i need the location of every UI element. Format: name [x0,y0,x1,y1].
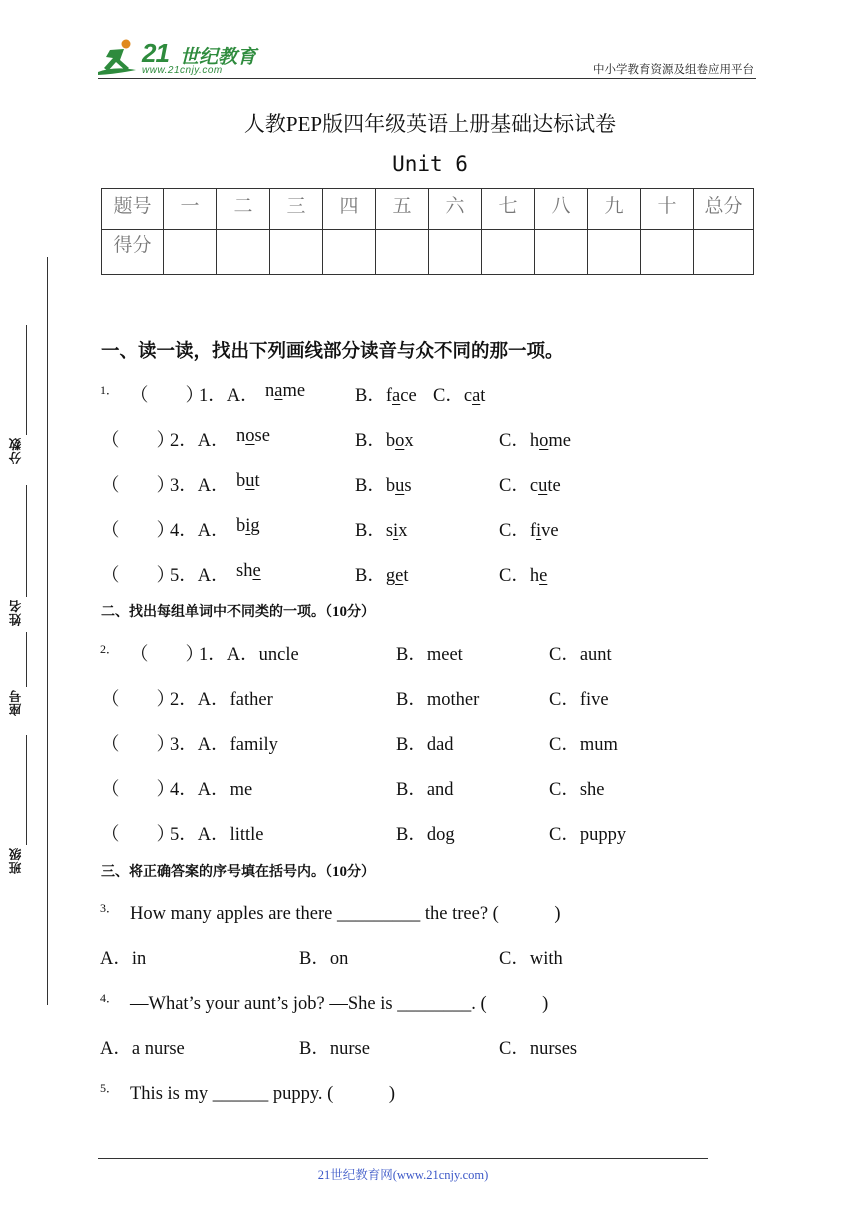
runner-icon [96,38,140,78]
score-table-header: 三 [270,189,323,230]
option-b: B．bus [355,476,412,496]
item-number: 4．A． [170,521,230,541]
binding-line [47,257,48,1005]
option-b: B．box [355,431,414,451]
option-b: B．on [299,949,349,969]
item-number: 3．A． [170,476,230,496]
score-row-label: 得分 [102,230,164,275]
question-text: How many apples are there _________ the tree? ( ) [130,904,561,924]
score-cell[interactable] [217,230,270,275]
option-c: C．puppy [549,825,627,845]
option-a: 5．A．little [170,825,264,845]
score-table-header: 二 [217,189,270,230]
option-b: B．face [355,386,417,406]
score-table-header: 九 [588,189,641,230]
option-a: nose [236,426,270,446]
score-blank[interactable] [26,325,27,435]
score-table-header: 六 [429,189,482,230]
option-b: B．meet [396,645,463,665]
footer-divider [98,1158,708,1159]
item-number: 2．A． [170,431,230,451]
question-number: 2． [100,642,119,656]
footer-text: 21世纪教育网(www.21cnjy.com) [317,1168,489,1182]
score-cell[interactable] [429,230,482,275]
section1-title: 一、读一读，找出下列画线部分读音与众不同的那一项。 [101,341,564,362]
score-cell[interactable] [164,230,217,275]
answer-parentheses[interactable]: （ ） [101,431,176,451]
score-table-header: 十 [641,189,694,230]
exam-subtitle: Unit 6 [392,152,468,176]
name-blank[interactable] [26,485,27,597]
score-cell[interactable] [588,230,641,275]
platform-name: 中小学教育资源及组卷应用平台 [593,62,754,76]
seat-blank[interactable] [26,632,27,687]
question-number: 4． [100,991,119,1005]
answer-parentheses[interactable]: （ ） [130,645,205,665]
site-logo [96,38,256,78]
answer-parentheses[interactable]: （ ） [101,566,176,586]
answer-parentheses[interactable]: （ ） [101,735,176,755]
option-b: B．mother [396,690,480,710]
score-table-score-row [102,230,754,275]
score-table-header: 五 [376,189,429,230]
option-c: C．cat [433,386,486,406]
option-c: C．with [499,949,563,969]
score-table-header: 总分 [694,189,754,230]
question-text: —What’s your aunt’s job? —She is ________. ( ) [130,994,549,1014]
binding-label-seat: 座号 [8,689,23,716]
option-c: C．aunt [549,645,612,665]
option-a: she [236,561,261,581]
answer-parentheses[interactable]: （ ） [130,386,205,406]
question-number: 1． [100,383,119,397]
option-a: 1．A．uncle [199,645,299,665]
score-table-header: 一 [164,189,217,230]
score-cell[interactable] [535,230,588,275]
option-a: A．in [100,949,147,969]
logo-url: www.21cnjy.com [142,65,223,76]
answer-parentheses[interactable]: （ ） [101,521,176,541]
option-a: 4．A．me [170,780,253,800]
item-number: 5．A． [170,566,230,586]
binding-label-class: 班级 [8,847,23,874]
option-c: C．five [499,521,559,541]
option-b: B．dog [396,825,455,845]
score-table-header: 题号 [102,189,164,230]
option-b: B．and [396,780,454,800]
logo-text: 世纪教育 [180,46,257,68]
score-cell[interactable] [641,230,694,275]
score-cell[interactable] [482,230,535,275]
question-number: 5． [100,1081,119,1095]
option-a: 2．A．father [170,690,273,710]
score-cell[interactable] [694,230,754,275]
option-c: C．he [499,566,548,586]
option-b: B．get [355,566,409,586]
item-number: 1．A． [199,386,259,406]
answer-parentheses[interactable]: （ ） [101,476,176,496]
score-table-header: 八 [535,189,588,230]
binding-label-name: 姓名 [8,599,23,626]
option-c: C．nurses [499,1039,578,1059]
answer-parentheses[interactable]: （ ） [101,825,176,845]
header-divider [98,78,756,79]
option-c: C．home [499,431,571,451]
answer-parentheses[interactable]: （ ） [101,780,176,800]
option-b: B．dad [396,735,454,755]
option-a: A．a nurse [100,1039,185,1059]
option-c: C．five [549,690,609,710]
option-b: B．six [355,521,408,541]
question-number: 3． [100,901,119,915]
score-table-header: 七 [482,189,535,230]
option-b: B．nurse [299,1039,370,1059]
option-a: 3．A．family [170,735,278,755]
question-text: This is my ______ puppy. ( ) [130,1084,395,1104]
option-a: name [265,381,306,401]
score-table-header-row [102,189,754,230]
score-cell[interactable] [323,230,376,275]
answer-parentheses[interactable]: （ ） [101,690,176,710]
logo-number: 21 [142,38,169,68]
section2-title: 二、找出每组单词中不同类的一项。（10分） [101,604,375,620]
section3-title: 三、将正确答案的序号填在括号内。（10分） [101,864,375,880]
score-table [101,188,754,275]
option-c: C．mum [549,735,618,755]
option-a: big [236,516,260,536]
option-c: C．she [549,780,605,800]
score-cell[interactable] [376,230,429,275]
binding-label-score: 分数 [8,437,23,464]
class-blank[interactable] [26,735,27,845]
option-c: C．cute [499,476,561,496]
score-cell[interactable] [270,230,323,275]
option-a: but [236,471,260,491]
score-table-header: 四 [323,189,376,230]
exam-title: 人教PEP版四年级英语上册基础达标试卷 [243,112,617,136]
